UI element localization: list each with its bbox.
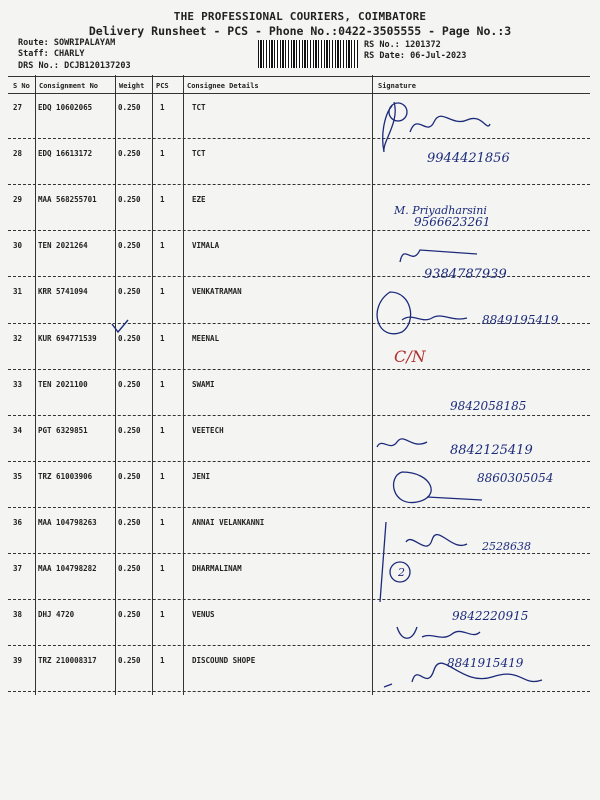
col-header-consignee: Consignee Details [187,82,259,90]
table-cell-consignment: TEN 2021100 [38,379,88,389]
handwritten-phone: 9842220915 [452,609,529,623]
circle-mark-icon [389,103,407,121]
drs-label: DRS No.: [18,61,59,71]
table-cell-sno: 36 [13,517,23,527]
table-cell-weight: 0.250 [118,379,141,389]
table-cell-sno: 30 [13,241,23,251]
column-divider [183,75,184,695]
table-cell-pcs: 1 [160,610,165,620]
table-cell-weight: 0.250 [118,425,141,435]
drs-line [18,61,131,71]
table-cell-pcs: 1 [160,471,165,481]
table-cell-consignment: PGT 6329851 [38,425,88,435]
table-cell-consignment: TEN 2021264 [38,241,88,251]
table-cell-weight: 0.250 [118,564,141,573]
rs-date-label: RS Date: [364,51,405,61]
table-cell-consignment: EDQ 10602065 [38,103,93,112]
table-cell-sno: 27 [13,103,23,112]
handwritten-phone: 9566623261 [414,215,491,229]
table-cell-consignee: EZE [192,195,206,205]
table-cell-consignment: KRR 5741094 [38,287,88,297]
column-divider [35,75,36,695]
table-cell-sno: 28 [13,149,23,159]
table-cell-consignee: VEETECH [192,425,224,435]
table-cell-pcs: 1 [160,379,165,389]
table-cell-sno: 37 [13,564,23,573]
table-cell-pcs: 1 [160,517,165,527]
table-cell-sno: 32 [13,333,23,343]
route-value: SOWRIPALAYAM [53,38,116,48]
col-header-pcs: PCS [156,82,169,90]
table-cell-sno: 35 [13,471,23,481]
rs-no-value: 1201372 [404,40,441,50]
col-header-sno: S No [13,82,30,90]
signature-stroke [406,535,467,547]
table-cell-pcs: 1 [160,149,165,159]
rs-date-value: 06-Jul-2023 [410,51,467,61]
table-cell-weight: 0.250 [118,471,141,481]
table-cell-pcs: 1 [160,333,165,343]
signature-stroke [397,627,480,638]
table-cell-consignee: TCT [192,103,206,112]
staff-label: Staff: [18,49,49,59]
handwritten-phone: 2528638 [482,540,531,553]
table-cell-pcs: 1 [160,425,165,435]
signature-stroke [394,472,482,503]
signature-stroke [400,250,477,262]
table-cell-consignee: VENKATRAMAN [192,287,242,297]
signature-stroke [377,292,411,334]
table-cell-consignment: TRZ 61003906 [38,471,93,481]
table-cell-consignee: JENI [192,471,211,481]
runsheet-title: Delivery Runsheet - PCS - Phone No.:0422-3505555 - Page No.:3 [88,24,512,38]
table-cell-pcs: 1 [160,103,165,112]
table-cell-consignment: MAA 568255701 [38,195,97,205]
handwritten-name: M. Priyadharsini [394,204,487,217]
table-cell-consignee: ANNAI VELANKANNI [192,517,265,527]
table-cell-consignment: TRZ 210008317 [38,656,97,666]
signature-stroke [402,316,467,320]
col-header-weight: Weight [119,82,145,90]
table-cell-weight: 0.250 [118,241,141,251]
table-cell-weight: 0.250 [118,103,141,112]
table-cell-consignee: TCT [192,149,206,159]
table-cell-consignment: MAA 104798282 [38,564,97,573]
signature-stroke [380,522,386,602]
column-divider [152,75,153,695]
table-cell-weight: 0.250 [118,610,141,620]
table-cell-pcs: 1 [160,241,165,251]
table-cell-consignee: MEENAL [192,333,220,343]
staff-value: CHARLY [53,49,85,59]
circle-mark-label: 2 [398,566,405,579]
table-cell-sno: 39 [13,656,23,666]
staff-line [18,49,85,59]
table-cell-consignee: VIMALA [192,241,220,251]
table-cell-pcs: 1 [160,287,165,297]
table-cell-consignee: SWAMI [192,379,215,389]
handwritten-phone: 8849195419 [482,313,559,327]
table-cell-weight: 0.250 [118,517,141,527]
table-top-rule [8,76,590,77]
signature-area [372,92,592,702]
table-cell-pcs: 1 [160,195,165,205]
signature-stroke [377,439,427,447]
table-cell-weight: 0.250 [118,656,141,666]
handwritten-phone: 8842125419 [450,443,533,458]
route-line [18,38,115,48]
table-cell-consignee: DHARMALINAM [192,564,242,573]
handwritten-phone: 9944421856 [427,151,510,166]
table-cell-consignee: VENUS [192,610,215,620]
table-cell-pcs: 1 [160,656,165,666]
column-divider [115,75,116,695]
table-cell-sno: 33 [13,379,23,389]
signature-stroke [410,116,490,132]
table-cell-weight: 0.250 [118,333,141,343]
handwritten-phone: 9384787939 [424,267,507,282]
table-cell-consignment: DHJ 4720 [38,610,75,620]
table-cell-weight: 0.250 [118,149,141,159]
handwritten-note: C/N [394,347,426,366]
handwritten-phone: 9842058185 [450,399,527,413]
company-title: THE PROFESSIONAL COURIERS, COIMBATORE [173,10,427,23]
table-cell-sno: 31 [13,287,23,297]
table-cell-consignment: MAA 104798263 [38,517,97,527]
table-cell-sno: 34 [13,425,23,435]
rs-no-line [364,40,441,50]
table-cell-weight: 0.250 [118,195,141,205]
route-label: Route: [18,38,49,48]
table-cell-consignment: EDQ 16613172 [38,149,93,159]
handwritten-phone: 8841915419 [447,656,524,670]
col-header-consignment: Consignment No [39,82,99,90]
table-cell-pcs: 1 [160,564,165,573]
table-cell-weight: 0.250 [118,287,141,297]
handwritten-phone: 8860305054 [477,471,554,485]
drs-value: DCJB120137203 [64,61,131,71]
table-cell-consignee: DISCOUND SHOPE [192,656,256,666]
table-cell-sno: 29 [13,195,23,205]
table-cell-sno: 38 [13,610,23,620]
rs-no-label: RS No.: [364,40,400,50]
col-header-signature: Signature [378,82,416,90]
barcode [258,40,358,68]
rs-date-line [364,51,466,61]
checkmark-icon [110,318,130,336]
table-cell-consignment: KUR 694771539 [38,333,97,343]
